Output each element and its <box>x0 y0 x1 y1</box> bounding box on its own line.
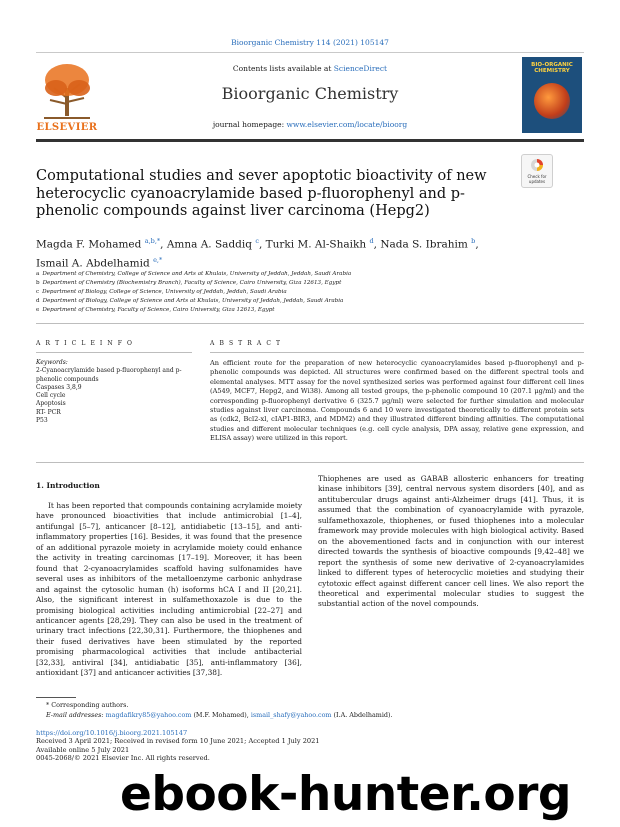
contents-line <box>100 64 520 73</box>
affiliation-text: Department of Chemistry, College of Science and Arts at Khulais, University of Jeddah, Jeddah, Saudi Arabia <box>42 271 352 277</box>
author-name[interactable]: Nada S. Ibrahim <box>380 238 468 251</box>
body-divider <box>36 462 584 463</box>
journal-homepage <box>100 120 520 129</box>
cover-illustration <box>534 83 570 119</box>
author-affiliation-marker[interactable]: b <box>471 237 476 245</box>
corresponding-note: * Corresponding authors. <box>46 701 129 709</box>
journal-reference-link[interactable]: Bioorganic Chemistry 114 (2021) 105147 <box>231 38 389 47</box>
abstract-divider <box>210 352 584 353</box>
email-label: E-mail addresses: <box>46 711 106 719</box>
doi-link[interactable]: https://doi.org/10.1016/j.bioorg.2021.105147 <box>36 729 188 737</box>
keyword-item: Caspases 3,8,9 <box>36 383 82 391</box>
affiliation-key: d <box>36 298 40 304</box>
email-owner: (M.F. Mohamed), <box>191 711 251 719</box>
keyword-item: Cell cycle <box>36 392 66 400</box>
copyright-line: 0045-2068/© 2021 Elsevier Inc. All rights reserved. <box>36 754 210 763</box>
check-updates-label: Check for updates <box>527 174 547 184</box>
author-name[interactable]: Turki M. Al-Shaikh <box>265 238 367 251</box>
journal-name: Bioorganic Chemistry <box>221 84 399 103</box>
author-affiliation-marker[interactable]: e,* <box>153 255 163 264</box>
affiliation-item <box>36 279 584 288</box>
keyword-item: 2-Cyanoacrylamide based p-fluorophenyl and p-phenolic compounds <box>36 367 182 383</box>
affiliation-key: a <box>36 271 40 277</box>
keyword-item: Apoptosis <box>36 400 66 408</box>
affiliation-item <box>36 288 584 297</box>
affiliation-key: b <box>36 280 40 286</box>
introduction-heading: 1. Introduction <box>36 481 100 490</box>
affiliation-key: e <box>36 307 40 313</box>
email-owner: (I.A. Abdelhamid). <box>331 711 393 719</box>
footnote <box>46 700 584 720</box>
footnote-divider <box>36 697 76 698</box>
keywords-block <box>36 359 196 425</box>
author-name[interactable]: Amna A. Saddiq <box>166 238 252 251</box>
affiliation-text: Department of Biology, College of Science and Arts at Khulais, University of Jeddah, Jeddah, Saudi Arabia <box>42 298 344 304</box>
watermark-text: ebook-hunter.org <box>120 767 572 822</box>
article-title: Computational studies and sever apoptotic bioactivity of new heterocyclic cyanoacrylamide based p-fluorophenyl and p-phenolic compounds against liver carcinoma (Hepg2) <box>36 168 487 219</box>
body-column-right: Thiophenes are used as GABAB allosteric enhancers for treating kinase inhibitors [39], central nervous system disorders [40], and as antitubercular drugs against anti-Alzheimer drugs [41]. Thus, it is assumed that the combination of cyanoacrylamide with pyrazole, sulfamethoxazole, thiophenes, or fused thiophenes into a molecular framework may provide molecules with high biological activity. Based on the abovementioned facts and in conjunction with our interest directed towards the synthesis of bioactive compounds [9,42–48] we report the synthesis of some new derivative of 2-cyanoacrylamides linked to different types of heterocyclic moieties and studying their cytotoxic effect against different cancer cell lines. We also report the theoretical and experimental molecular studies to suggest the substantial action of the novel compounds. <box>318 474 584 609</box>
affiliation-item <box>36 306 584 315</box>
author-affiliation-marker[interactable]: c <box>255 237 259 245</box>
author-affiliation-marker[interactable]: a,b,* <box>144 237 161 245</box>
article-info-divider <box>36 352 192 353</box>
email-link[interactable]: ismail_shafy@yahoo.com <box>250 711 332 719</box>
homepage-prefix: journal homepage: <box>212 120 287 129</box>
publication-info <box>36 729 584 763</box>
elsevier-tree-logo <box>36 58 98 132</box>
affiliation-text: Department of Biology, College of Science, University of Jeddah, Jeddah, Saudi Arabia <box>42 289 287 295</box>
cover-title: BIO-ORGANIC CHEMISTRY <box>531 62 573 74</box>
article-info-heading: A R T I C L E I N F O <box>36 340 134 347</box>
sciencedirect-link[interactable]: ScienceDirect <box>333 64 388 73</box>
email-link[interactable]: magdafikry85@yahoo.com <box>105 711 192 719</box>
journal-cover-image <box>522 57 582 133</box>
author-name[interactable]: Ismail A. Abdelhamid <box>36 257 150 269</box>
affiliation-list <box>36 270 584 315</box>
affiliation-text: Department of Chemistry (Biochemistry Branch), Faculty of Science, Cairo University, Giza 12613, Egypt <box>42 280 342 286</box>
keywords-label: Keywords: <box>36 359 68 366</box>
author-list: Magda F. Mohamed $^{a,b,*}$, Amna A. Saddiq $^c$, Turki M. Al-Shaikh $^d$, Nada S. Ibrahim $^b$, Ismail A. Abdelhamid $^{e,*}$ <box>36 237 479 269</box>
homepage-link[interactable]: www.elsevier.com/locate/bioorg <box>286 120 408 129</box>
abstract-heading: A B S T R A C T <box>210 340 282 347</box>
abstract-text: An efficient route for the preparation of new heterocyclic cyanoacrylamides based p-fluorophenyl and p-phenolic compounds was depicted. All structures were confirmed based on the different spectral tools and elemental analyses. MTT assay for the novel synthesized series was performed against four different cell lines (A549, MCF7, Hepg2, and Wi38). Among all tested groups, the p-phenolic compound 10 (207.1 μg/ml) and the corresponding p-fluorophenyl derivative 6 (325.7 μg/ml) were selected for further simulation and molecular studies against liver carcinoma. Compounds 6 and 10 were investigated theoretically to different protein sets as (cdk2, Bcl2-xl, cIAP1-BIR3, and MDM2) and they illustrated different binding affinities. The computational studies and different molecular techniques (e.g. cell cycle analysis, DPA assay, relative gene expression, and ELISA assay) were utilized in this report. <box>210 359 584 443</box>
email-line <box>46 710 584 720</box>
affiliation-key: c <box>36 289 40 295</box>
affiliation-item <box>36 270 584 279</box>
keyword-item: P53 <box>36 417 48 425</box>
received-dates: Received 3 April 2021; Received in revised form 10 June 2021; Accepted 1 July 2021 <box>36 737 320 746</box>
publisher-name: ELSEVIER <box>36 122 98 133</box>
author-affiliation-marker[interactable]: d <box>369 237 374 245</box>
check-updates-icon <box>530 158 544 172</box>
affiliation-item <box>36 297 584 306</box>
author-name[interactable]: Magda F. Mohamed <box>36 238 142 251</box>
contents-prefix: Contents lists available at <box>232 64 334 73</box>
affiliation-text: Department of Chemistry, Faculty of Science, Cairo University, Giza 12613, Egypt <box>42 307 275 313</box>
section-divider <box>36 323 584 324</box>
check-for-updates-button[interactable] <box>521 154 553 188</box>
keyword-item: RT- PCR <box>36 408 61 416</box>
body-column-left: It has been reported that compounds containing acrylamide moiety have pronounced bioactivities that include antimicrobial [1–4], antifungal [5–7], anticancer [8–12], antidiabetic [13–15], and anti-inflammatory properties [16]. Besides, it was found that the presence of an additional pyrazole moiety in acrylamide moiety could enhance the activity in treating carcinomas [17–19]. Moreover, it has been found that 2-cyanoacrylamides scaffold having sulfonamides have several uses as inhibitors of the metalloenzyme carbonic anhydrase and against the cytosolic human (h) isoforms hCA I and II [20,21]. Also, the significant interest in sulfamethoxazole is due to the promising biological activities including antimicrobial [22–27] and anticancer agents [28,29]. They can also be used in the treatment of urinary tract infections [22,30,31]. Furthermore, the thiophenes and their fused derivatives have been stimulated by the reported promising pharmacological activities that include antibacterial [32,33], antiviral [34], antidiabatic [35], anti-inflammatory [36], antioxidant [37] and anticancer activities [37,38]. <box>36 501 302 678</box>
available-online: Available online 5 July 2021 <box>36 745 130 754</box>
